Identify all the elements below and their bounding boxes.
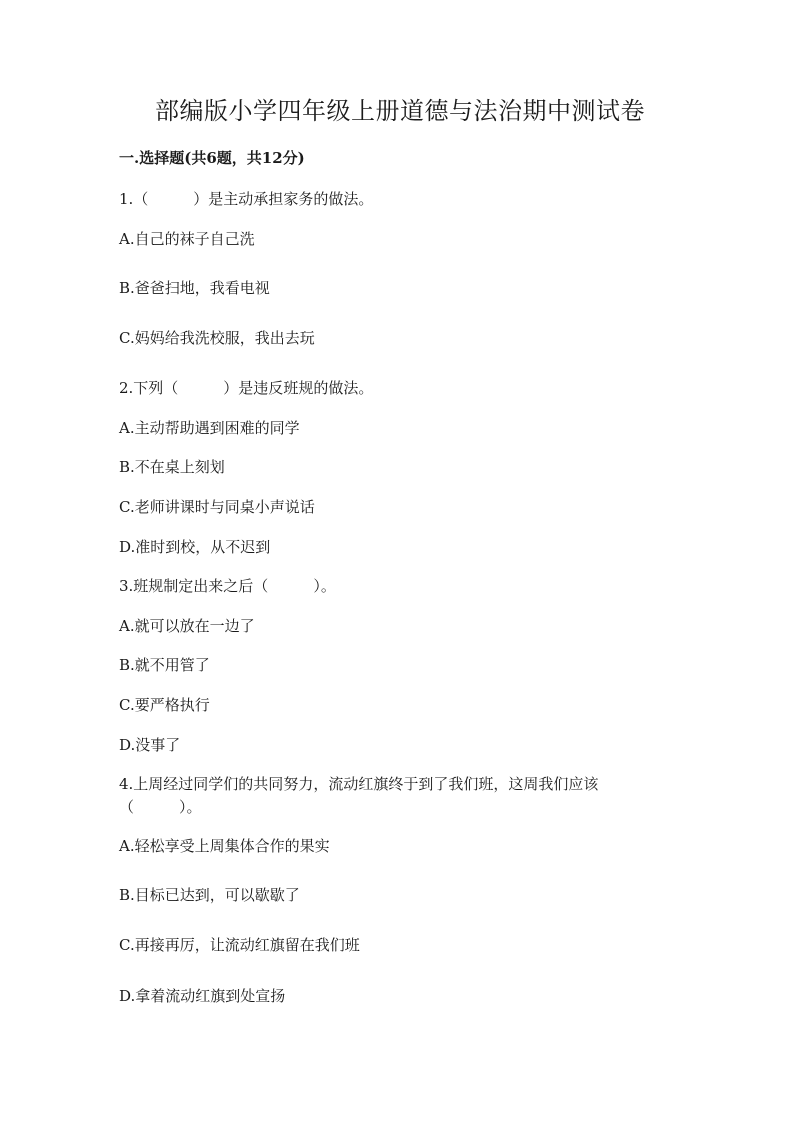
- question-3-option-a: A.就可以放在一边了: [119, 617, 255, 635]
- question-1-option-a: A.自己的袜子自己洗: [119, 230, 255, 248]
- question-1-option-c: C.妈妈给我洗校服，我出去玩: [119, 329, 315, 347]
- section-heading-multiple-choice: 一.选择题(共6题，共12分): [119, 149, 305, 167]
- question-1-stem: 1.（ ）是主动承担家务的做法。: [119, 190, 374, 208]
- question-3-option-c: C.要严格执行: [119, 696, 210, 714]
- question-4-option-b: B.目标已达到，可以歇歇了: [119, 886, 300, 904]
- question-1-option-b: B.爸爸扫地，我看电视: [119, 279, 270, 297]
- question-2-option-b: B.不在桌上刻划: [119, 458, 225, 476]
- question-4-option-c: C.再接再厉，让流动红旗留在我们班: [119, 936, 360, 954]
- question-3-option-d: D.没事了: [119, 736, 181, 754]
- question-4-option-d: D.拿着流动红旗到处宣扬: [119, 987, 286, 1005]
- question-4-option-a: A.轻松享受上周集体合作的果实: [119, 837, 330, 855]
- question-3-option-b: B.就不用管了: [119, 656, 210, 674]
- question-2-option-d: D.准时到校，从不迟到: [119, 538, 271, 556]
- question-4-stem: 4.上周经过同学们的共同努力，流动红旗终于到了我们班，这周我们应该（ ）。: [119, 775, 599, 816]
- question-2-option-a: A.主动帮助遇到困难的同学: [119, 419, 300, 437]
- question-2-option-c: C.老师讲课时与同桌小声说话: [119, 498, 315, 516]
- question-3-stem: 3.班规制定出来之后（ ）。: [119, 577, 336, 595]
- exam-title: 部编版小学四年级上册道德与法治期中测试卷: [155, 97, 645, 125]
- question-2-stem: 2.下列（ ）是违反班规的做法。: [119, 379, 374, 397]
